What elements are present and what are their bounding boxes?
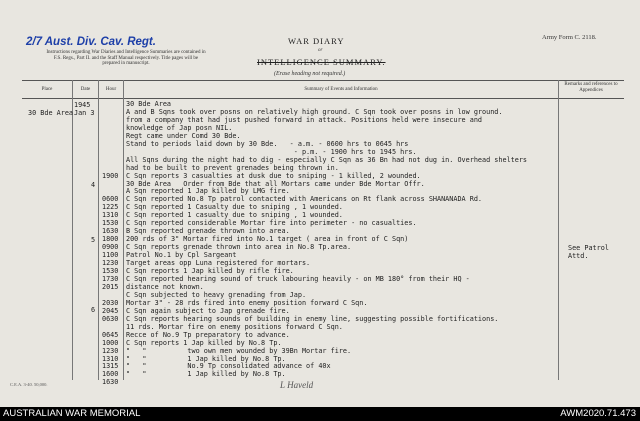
table-top-rule — [22, 80, 624, 81]
col-header-date: Date — [80, 87, 91, 92]
signature: L Haveld — [280, 380, 314, 390]
col-divider-hour — [123, 80, 124, 380]
place-cell: 30 Bde Area — [28, 109, 74, 117]
col-header-hour: Hour — [105, 87, 117, 92]
col-divider-place — [72, 80, 73, 380]
col-divider-summary — [558, 80, 559, 380]
caption-bar — [0, 407, 640, 421]
day-4-marker: 4 — [91, 181, 96, 189]
unit-name-handwritten: 2/7 Aust. Div. Cav. Regt. — [26, 36, 156, 48]
date-cell: Jan 3 — [74, 109, 95, 117]
day-5-marker: 5 — [91, 236, 96, 244]
remarks-note: See Patrol Attd. — [568, 244, 609, 260]
col-header-summary: Summary of Events and Information — [304, 87, 378, 92]
accession-number: AWM2020.71.473 — [560, 408, 636, 419]
source-label: AUSTRALIAN WAR MEMORIAL — [3, 408, 141, 419]
hour-column: 1900 0600 1225 1310 1530 1630 1800 0900 1100 1230 1530 1730 2015 2030 2045 0630 0645 1000 1230 1310 1315 1600 1630 — [102, 171, 119, 387]
header-bottom-rule — [22, 98, 624, 99]
title-or: or — [318, 48, 323, 53]
summary-of-events: 30 Bde Area A and B Sqns took over posns on relatively high ground. C Sqn took over posns in low ground. from a company that had just pushed forward in attack. Positions held were insecure and knowledge of Jap posn NIL. Regt came under Comd 30 Bde. Stand to periods laid down by 30 Bde. - a.m. - 0600 hrs to 0645 hrs - p.m. - 1900 hrs to 1945 hrs. All Sqns during the night had to dig - especially C Sqn as 36 Bn had not dug in. Overhead shelters had to be built to prevent grenades being thrown in. C Sqn reports 3 casualties at dusk due to sniping - 1 killed, 2 wounded. 30 Bde Area Order from Bde that all Mortars came under Bde Mortar Offr. A Sqn reported 1 Jap killed by LMG fire. C Sqn reported No.8 Tp patrol contacted with Americans on Rt flank across SHANANADA Rd. C Sqn reported 1 Casualty due to sniping , 1 wounded. C Sqn reported 1 casualty due to sniping , 1 wounded. C Sqn reported considerable Mortar fire into perimeter - no casualties. B Sqn reported grenade thrown into area. 200 rds of 3" Mortar fired into No.1 target ( area in front of C Sqn) C Sqn reports grenade thrown into area in No.8 Tp.area. Patrol No.1 by Cpl Sargeant Target areas opp Luna registered for mortars. C Sqn reports 1 Jap killed by rifle fire. C Sqn reported hearing sound of truck labouring heavily - on MB 180° from their HQ - distance not known. C Sqn subjected to heavy grenading from Jap. Mortar 3" - 28 rds fired into enemy position forward C Sqn. C Sqn again subject to Jap grenade fire. C Sqn reports hearing sounds of building in enemy line, suggesting possible fortifications. 11 rds. Mortar fire on enemy positions forward C Sqn. Recce of No.9 Tp preparatory to advance. C Sqn reports 1 Jap killed by No.8 Tp. " " two own men wounded by 39Bn Mortar fire. " " 1 Jap killed by No.8 Tp. " " No.9 Tp consolidated advance of 40x " " 1 Jap killed by No.8 Tp. — [126, 100, 528, 379]
form-print-code: C.E.A. 3-40. 50,000. — [10, 382, 48, 387]
intelligence-summary-title: INTELLIGENCE SUMMARY. — [257, 57, 386, 67]
year-cell: 1945 — [74, 101, 91, 109]
col-header-place: Place — [41, 87, 53, 92]
col-header-remarks: Remarks and references to Appendices — [564, 82, 618, 93]
day-6-marker: 6 — [91, 306, 96, 314]
erase-note: (Erase heading not required.) — [274, 71, 346, 77]
col-divider-date — [98, 80, 99, 380]
war-diary-title: WAR DIARY — [288, 36, 345, 46]
instructions-text: Instructions regarding War Diaries and Intelligence Summaries are contained in F.S. Regs., Part II. and the Staff Manual respectively. Title pages will be prepared in manuscript. — [46, 50, 206, 67]
form-number: Army Form C. 2118. — [542, 34, 597, 41]
